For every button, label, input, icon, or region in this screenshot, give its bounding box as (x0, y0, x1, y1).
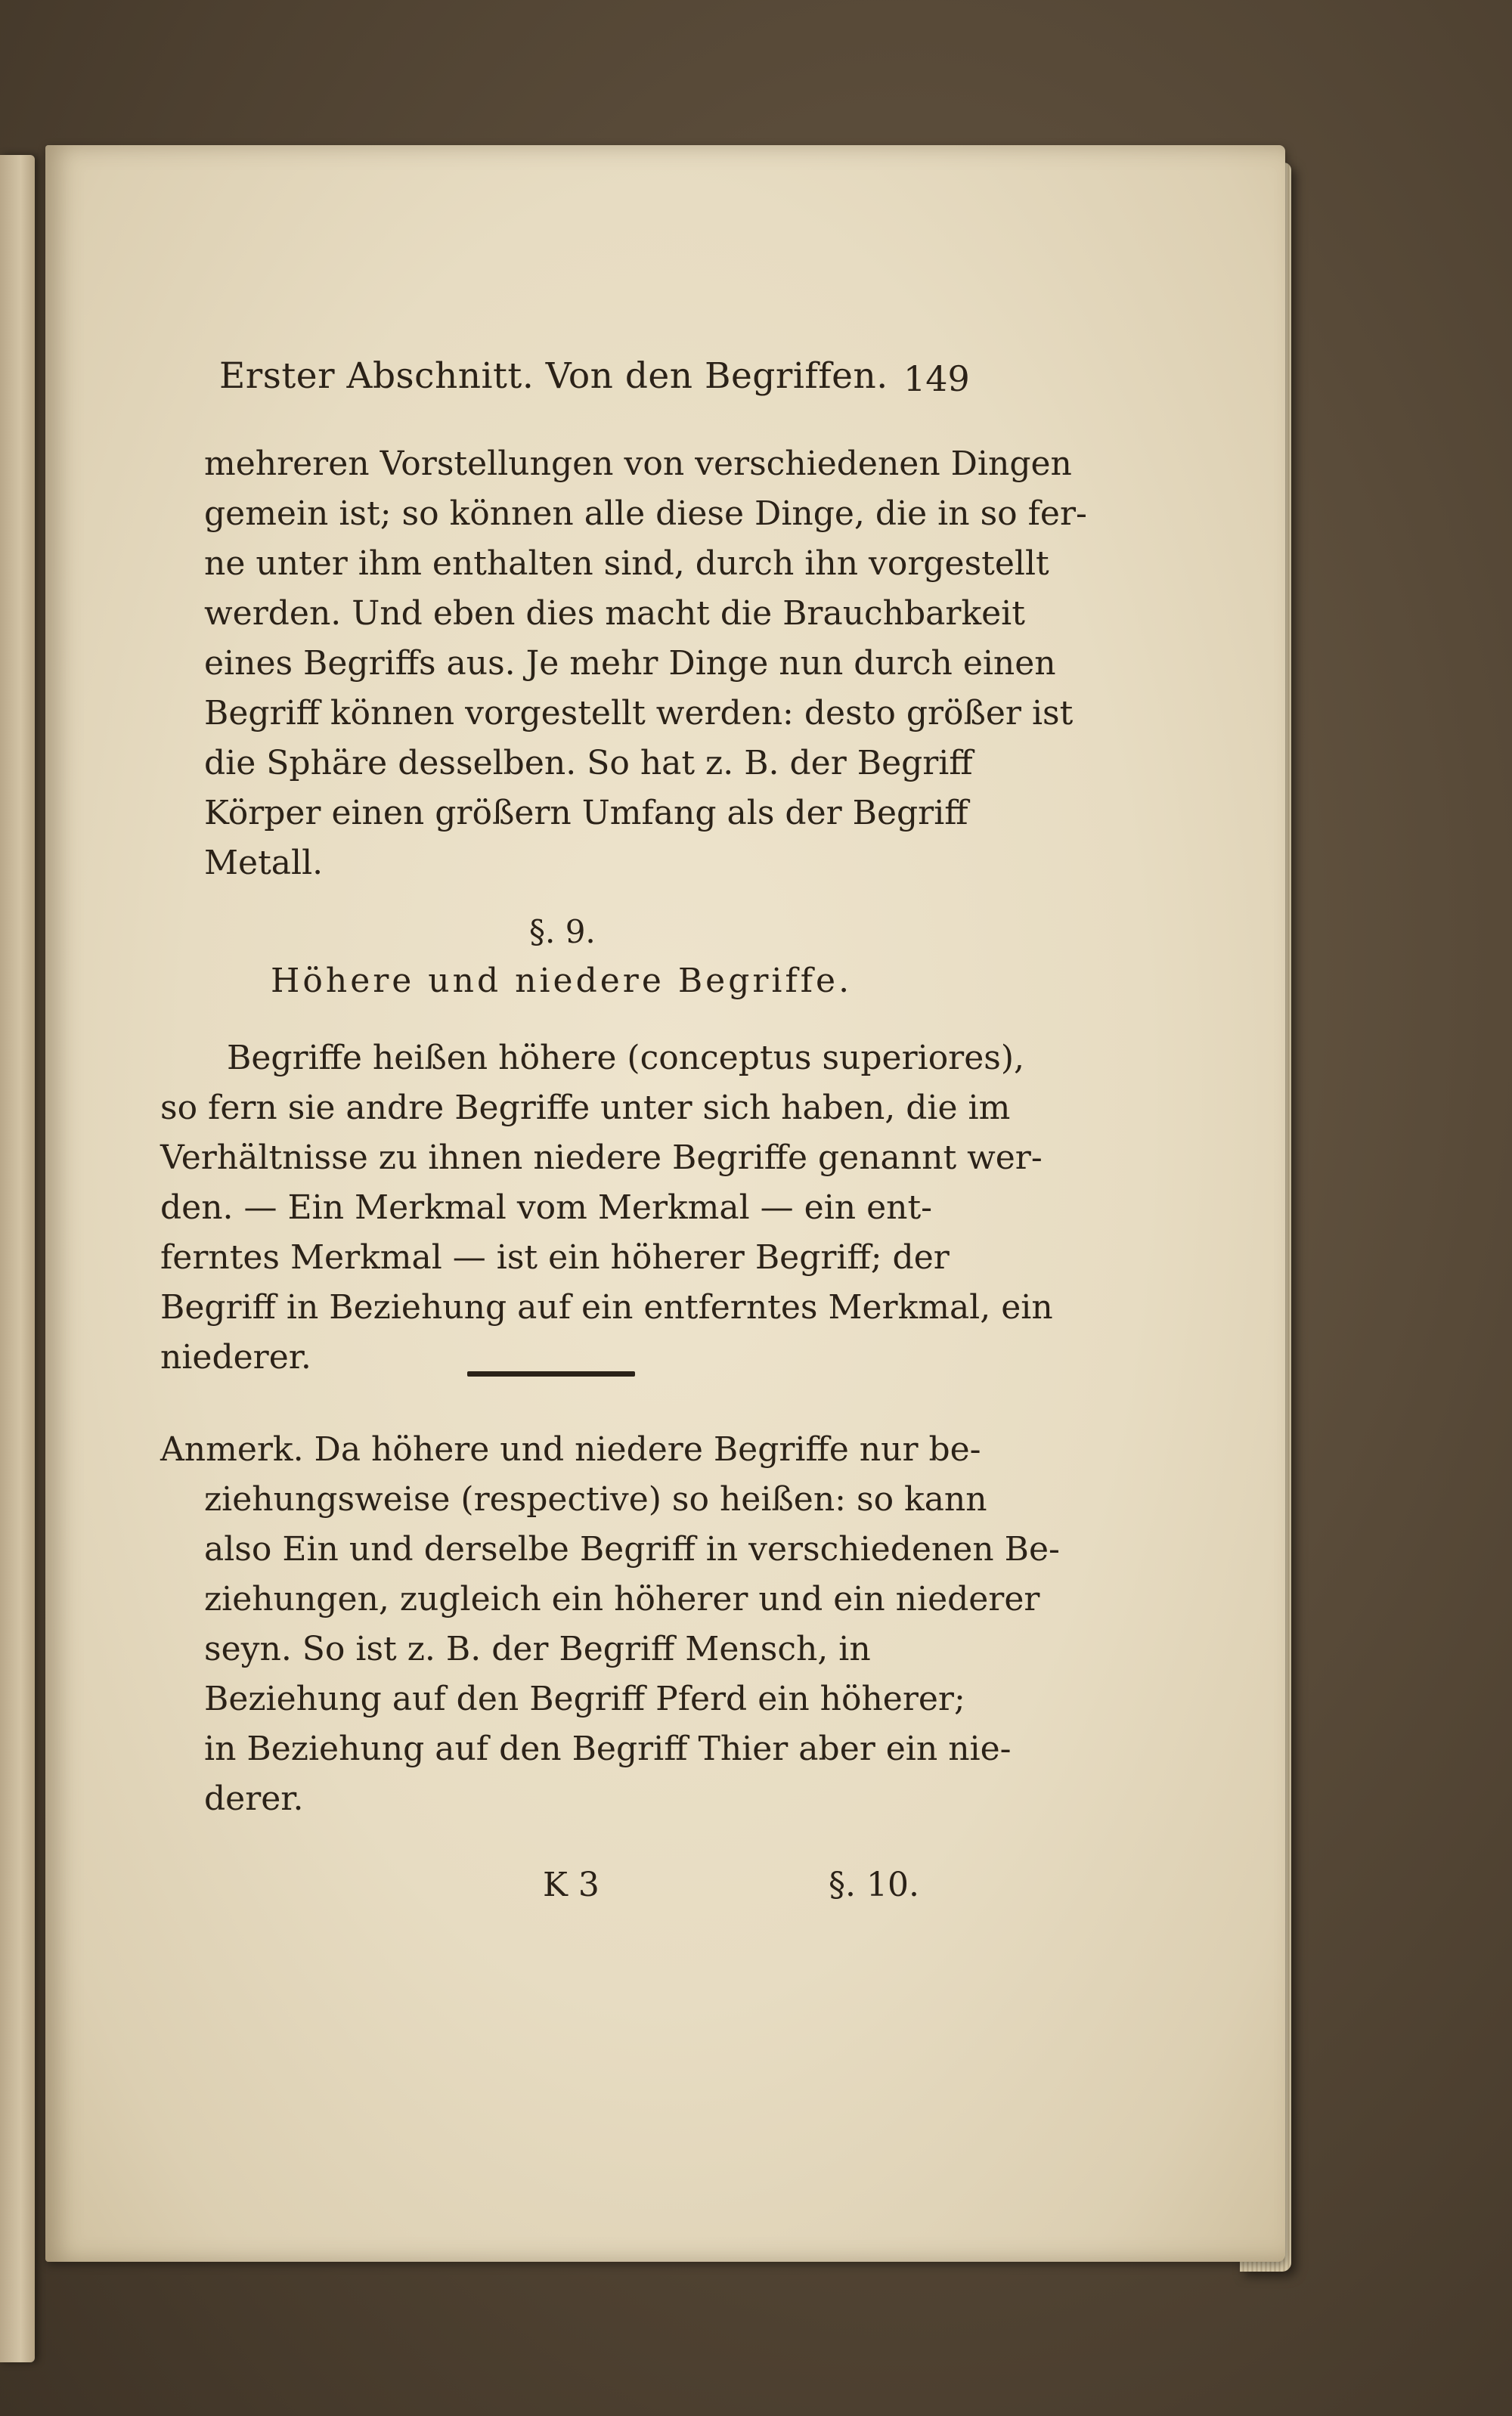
section-number: §. 9. (529, 913, 596, 950)
body-line: gemein ist; so können alle diese Dinge, die in so fer- (204, 494, 1087, 533)
section-divider (467, 1371, 635, 1377)
body-line: Körper einen größern Umfang als der Begriff (204, 794, 968, 832)
annotation-line: ziehungen, zugleich ein höherer und ein niederer (204, 1580, 1040, 1618)
annotation-line: derer. (204, 1779, 304, 1818)
body-line: werden. Und eben dies macht die Brauchbarkeit (204, 594, 1025, 633)
body-line: niederer. (160, 1338, 311, 1377)
body-line: Verhältnisse zu ihnen niedere Begriffe genannt wer- (160, 1138, 1043, 1177)
body-line: mehreren Vorstellungen von verschiedenen Dingen (204, 444, 1072, 483)
body-line: Begriffe heißen höhere (conceptus superiores), (227, 1039, 1024, 1077)
annotation-line: ziehungsweise (respective) so heißen: so kann (204, 1480, 987, 1519)
body-line: den. — Ein Merkmal vom Merkmal — ein ent- (160, 1188, 933, 1227)
body-line: eines Begriffs aus. Je mehr Dinge nun durch einen (204, 644, 1056, 683)
previous-page-edge (0, 155, 35, 2362)
annotation-line: also Ein und derselbe Begriff in verschiedenen Be- (204, 1530, 1060, 1569)
catchword: §. 10. (829, 1866, 919, 1904)
annotation-line: Beziehung auf den Begriff Pferd ein höherer; (204, 1680, 965, 1718)
signature-mark: K 3 (543, 1866, 600, 1904)
body-line: ferntes Merkmal — ist ein höherer Begriff; der (160, 1238, 950, 1277)
annotation-line: Anmerk. Da höhere und niedere Begriffe nur be- (160, 1430, 981, 1469)
body-line: Metall. (204, 844, 324, 882)
page-number: 149 (903, 358, 970, 399)
body-line: so fern sie andre Begriffe unter sich haben, die im (160, 1089, 1011, 1127)
body-line: Begriff in Beziehung auf ein entferntes Merkmal, ein (160, 1288, 1053, 1327)
body-line: ne unter ihm enthalten sind, durch ihn vorgestellt (204, 544, 1049, 583)
running-head: Erster Abschnitt. Von den Begriffen. (219, 355, 888, 397)
body-line: die Sphäre desselben. So hat z. B. der Begriff (204, 744, 973, 782)
annotation-line: seyn. So ist z. B. der Begriff Mensch, in (204, 1630, 871, 1668)
section-title: Höhere und niedere Begriffe. (271, 962, 853, 1000)
annotation-line: in Beziehung auf den Begriff Thier aber ein nie- (204, 1730, 1012, 1768)
body-line: Begriff können vorgestellt werden: desto größer ist (204, 694, 1074, 733)
